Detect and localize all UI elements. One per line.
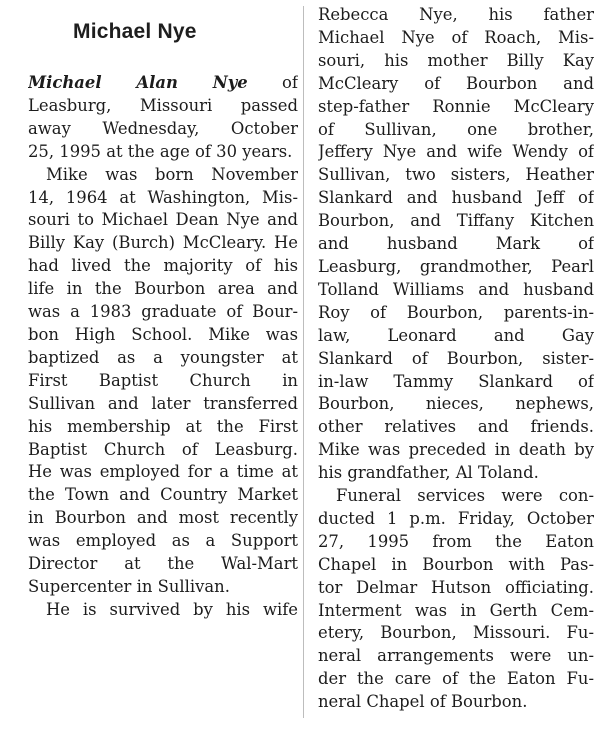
text-line: tor Delmar Hutson officiating. xyxy=(318,577,594,597)
text-line: Billy Kay (Burch) McCleary. He xyxy=(28,233,298,253)
text-line: McCleary of Bourbon and xyxy=(318,73,594,93)
text-line: He was employed for a time at xyxy=(28,462,298,482)
text-line: 25, 1995 at the age of 30 years. xyxy=(28,141,293,161)
text-line xyxy=(28,72,298,95)
text-line: his grandfather, Al Toland. xyxy=(318,463,539,483)
text-line: other relatives and friends. xyxy=(318,417,594,437)
text-line: was employed as a Support xyxy=(28,531,298,551)
text-line: Jeffery Nye and wife Wendy of xyxy=(318,142,594,162)
obituary-headline: Michael Nye xyxy=(73,20,197,43)
text-line: souri, his mother Billy Kay xyxy=(318,50,594,70)
text-line: 14, 1964 at Washington, Mis- xyxy=(28,187,298,207)
column-divider xyxy=(303,6,304,718)
text-line: and husband Mark of xyxy=(318,234,594,254)
text-line: of Sullivan, one brother, xyxy=(318,119,594,139)
text-line: Michael Nye of Roach, Mis- xyxy=(318,27,594,47)
text-line: neral Chapel of Bourbon. xyxy=(318,692,528,712)
text-line: Baptist Church of Leasburg. xyxy=(28,439,298,459)
text-line: der the care of the Eaton Fu- xyxy=(318,669,594,689)
text-line: Rebecca Nye, his father xyxy=(318,5,594,24)
text-line: Slankard and husband Jeff of xyxy=(318,188,594,208)
text-line: his membership at the First xyxy=(28,416,298,436)
text-line: 27, 1995 from the Eaton xyxy=(318,531,594,551)
text-fragment: of xyxy=(247,73,298,92)
text-line: was a 1983 graduate of Bour- xyxy=(28,302,298,322)
text-line: baptized as a youngster at xyxy=(28,347,298,367)
text-line: Leasburg, Missouri passed xyxy=(28,95,298,115)
deceased-name: Michael Alan Nye xyxy=(28,73,248,92)
text-line: life in the Bourbon area and xyxy=(28,279,298,299)
text-line: Chapel in Bourbon with Pas- xyxy=(318,554,594,574)
text-line: Bourbon, nieces, nephews, xyxy=(318,394,594,414)
text-line: Roy of Bourbon, parents-in- xyxy=(318,302,594,322)
text-line: etery, Bourbon, Missouri. Fu- xyxy=(318,623,594,643)
text-line: Supercenter in Sullivan. xyxy=(28,576,230,596)
text-line: Tolland Williams and husband xyxy=(318,279,594,299)
text-line: Funeral services were con- xyxy=(336,486,594,506)
text-line: away Wednesday, October xyxy=(28,118,298,138)
text-line: in Bourbon and most recently xyxy=(28,508,298,528)
text-line: ducted 1 p.m. Friday, October xyxy=(318,508,594,528)
text-line: Mike was preceded in death by xyxy=(318,440,594,460)
right-column xyxy=(318,4,594,714)
text-line: in-law Tammy Slankard of xyxy=(318,371,594,391)
text-line: bon High School. Mike was xyxy=(28,324,298,344)
text-line: Director at the Wal-Mart xyxy=(28,554,298,574)
text-line: He is survived by his wife xyxy=(46,599,298,619)
text-line: souri to Michael Dean Nye and xyxy=(28,210,298,230)
text-line: Sullivan, two sisters, Heather xyxy=(318,165,594,185)
text-line: First Baptist Church in xyxy=(28,370,298,390)
text-line: the Town and Country Market xyxy=(28,485,298,505)
text-line: Slankard of Bourbon, sister- xyxy=(318,348,594,368)
left-column xyxy=(28,72,298,622)
text-line: had lived the majority of his xyxy=(28,256,298,276)
text-line: step-father Ronnie McCleary xyxy=(318,96,594,116)
text-line: Mike was born November xyxy=(46,164,298,184)
text-line: Leasburg, grandmother, Pearl xyxy=(318,256,594,276)
text-line: Interment was in Gerth Cem- xyxy=(318,600,594,620)
text-line: law, Leonard and Gay xyxy=(318,325,594,345)
text-line: neral arrangements were un- xyxy=(318,646,594,666)
text-line: Bourbon, and Tiffany Kitchen xyxy=(318,211,594,231)
text-line: Sullivan and later transferred xyxy=(28,393,298,413)
